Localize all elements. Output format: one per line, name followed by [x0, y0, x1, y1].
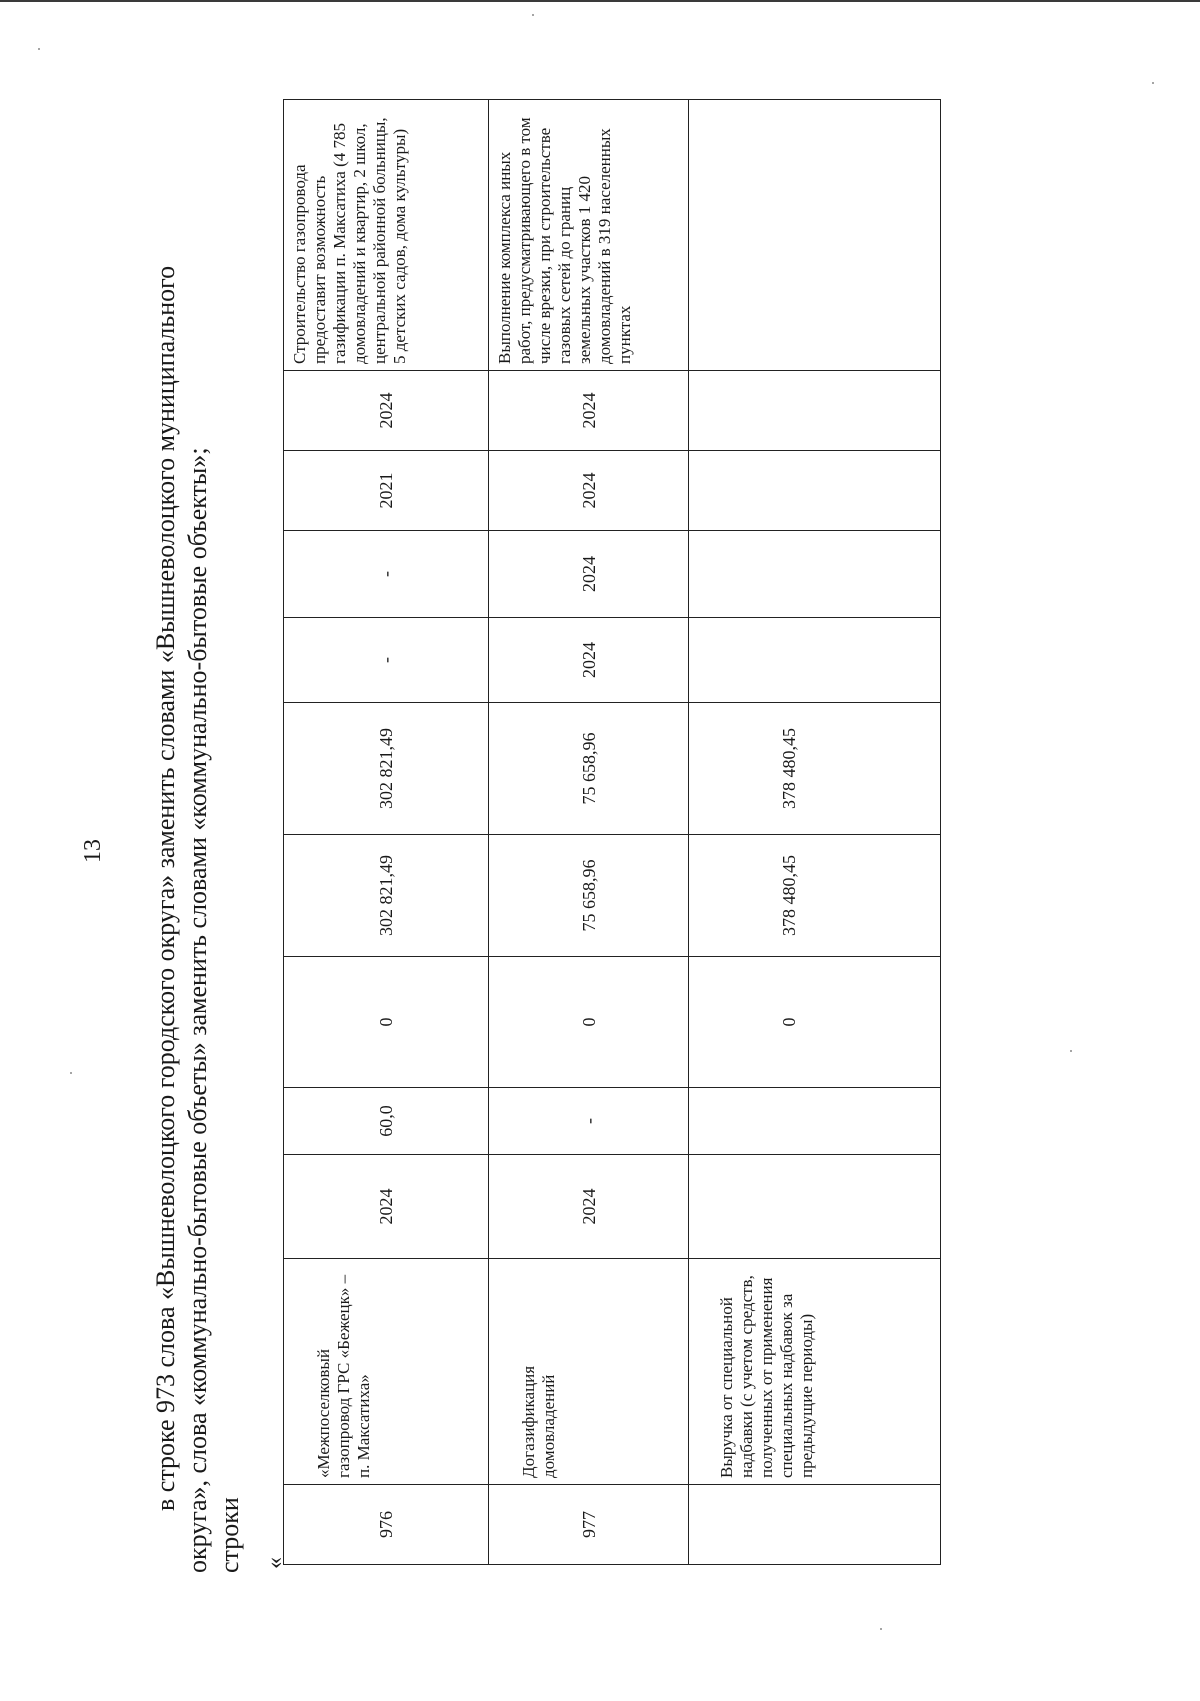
amendment-table: [283, 99, 941, 1565]
date-cell: 2024: [284, 371, 489, 451]
intro-line-1: в строке 973 слова «Вышневолоцкого городского округа» заменить словами «Вышневолоцкого муниципального: [151, 265, 180, 1511]
scan-speck: [532, 14, 534, 16]
year-cell: [689, 1155, 941, 1259]
date-cell: [689, 618, 941, 703]
value-cell: 75 658,96: [489, 703, 689, 835]
object-name: Выручка от специальной надбавки (с учетом средств, полученных от применения специальных надбавок за предыдущие периоды): [689, 1259, 941, 1485]
date-cell: [689, 531, 941, 618]
scan-speck: [38, 48, 40, 50]
year-cell: 2024: [489, 1155, 689, 1259]
value-cell: 378 480,45: [689, 703, 941, 835]
scan-speck: [1152, 82, 1154, 84]
table-row: [284, 100, 489, 1565]
date-cell: [689, 371, 941, 451]
page-number: 13: [80, 839, 106, 863]
date-cell: [689, 451, 941, 531]
opening-quote: «: [262, 1557, 288, 1569]
row-number: 976: [284, 1485, 489, 1565]
object-name: Догазификация домовладений: [489, 1259, 689, 1485]
scan-speck: [1070, 1050, 1072, 1052]
percent-cell: 60,0: [284, 1088, 489, 1155]
row-number: [689, 1485, 941, 1565]
percent-cell: -: [489, 1088, 689, 1155]
value-cell: 0: [689, 957, 941, 1088]
row-number: 977: [489, 1485, 689, 1565]
scan-speck: [880, 1628, 882, 1630]
intro-line-3: строки: [215, 1497, 244, 1573]
date-cell: 2024: [489, 531, 689, 618]
percent-cell: [689, 1088, 941, 1155]
object-name: «Межпоселковый газопровод ГРС «Бежецк» – п. Максатиха»: [284, 1259, 489, 1485]
intro-line-2: округа», слова «коммунально-бытовые объеты» заменить словами «коммунально-бытовые объекты»;: [183, 447, 212, 1573]
value-cell: 302 821,49: [284, 835, 489, 957]
table-row: [689, 100, 941, 1565]
intro-paragraph: [150, 53, 246, 1573]
date-cell: 2024: [489, 618, 689, 703]
value-cell: 0: [489, 957, 689, 1088]
description-cell: Строительство газопровода предоставит возможность газификации п. Максатиха (4 785 домовладений и квартир, 2 школ, центральной районной больницы, 5 детских садов, дома культуры): [284, 100, 489, 371]
date-cell: 2024: [489, 451, 689, 531]
scan-speck: [70, 1072, 72, 1074]
value-cell: 302 821,49: [284, 703, 489, 835]
value-cell: 75 658,96: [489, 835, 689, 957]
value-cell: 0: [284, 957, 489, 1088]
description-cell: [689, 100, 941, 371]
description-cell: Выполнение комплекса иных работ, предусматривающего в том числе врезки, при строительстве газовых сетей до границ земельных участков 1 420 домовладений в 319 населенных пунктах: [489, 100, 689, 371]
date-cell: -: [284, 531, 489, 618]
date-cell: 2024: [489, 371, 689, 451]
date-cell: 2021: [284, 451, 489, 531]
value-cell: 378 480,45: [689, 835, 941, 957]
date-cell: -: [284, 618, 489, 703]
year-cell: 2024: [284, 1155, 489, 1259]
table-row: [489, 100, 689, 1565]
